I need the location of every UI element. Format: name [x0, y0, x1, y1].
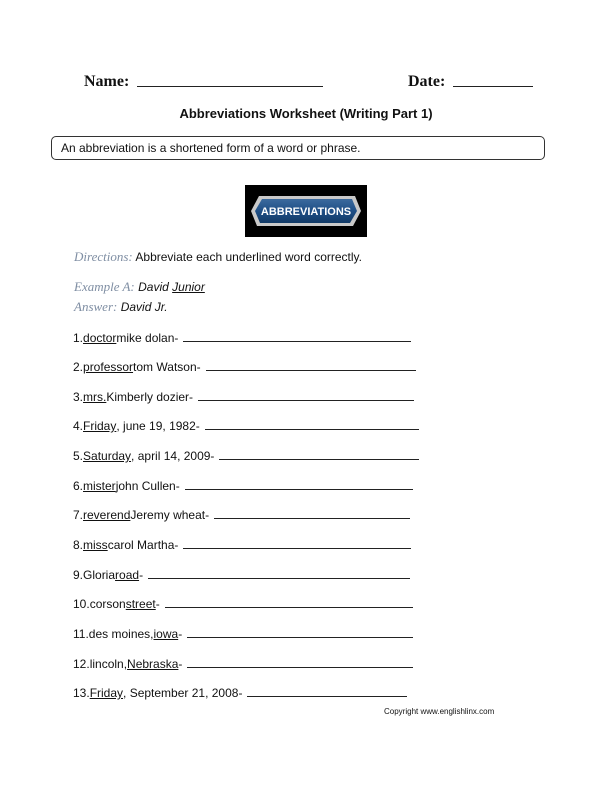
item-underlined-word: miss: [83, 538, 108, 552]
item-underlined-word: doctor: [83, 331, 117, 345]
item-suffix: -: [155, 597, 160, 611]
item-underlined-word: mrs.: [83, 390, 107, 404]
answer: [74, 299, 168, 315]
answer-line[interactable]: [205, 418, 419, 430]
answer-label: Answer:: [74, 299, 118, 314]
question-item: [73, 537, 411, 553]
item-number: 10.: [73, 597, 90, 611]
copyright: Copyright www.englishlinx.com: [384, 707, 495, 716]
question-item: [73, 626, 413, 642]
answer-line[interactable]: [165, 596, 413, 608]
item-suffix: , april 14, 2009-: [131, 449, 215, 463]
item-number: 12.: [73, 657, 90, 671]
item-suffix: Jeremy wheat-: [130, 508, 210, 522]
directions-text: Abbreviate each underlined word correctly.: [135, 250, 362, 264]
directions: [74, 249, 362, 265]
item-underlined-word: Saturday: [83, 449, 132, 463]
answer-line[interactable]: [183, 537, 411, 549]
item-underlined-word: street: [125, 597, 156, 611]
abbreviations-banner: [245, 185, 367, 237]
answer-line[interactable]: [206, 359, 416, 371]
item-number: 11.: [73, 627, 89, 641]
item-prefix: lincoln,: [89, 657, 128, 671]
definition-text: An abbreviation is a shortened form of a word or phrase.: [61, 141, 361, 155]
date-blank[interactable]: [453, 72, 533, 87]
item-prefix: des moines,: [88, 627, 154, 641]
answer-line[interactable]: [187, 626, 413, 638]
example: [74, 279, 205, 295]
item-number: 1.: [73, 331, 84, 345]
item-number: 9.: [73, 568, 84, 582]
item-suffix: -: [139, 568, 144, 582]
item-suffix: , September 21, 2008-: [123, 686, 243, 700]
answer-line[interactable]: [183, 330, 411, 342]
item-underlined-word: Friday: [83, 419, 117, 433]
item-suffix: tom Watson-: [133, 360, 201, 374]
question-item: [73, 418, 419, 434]
item-suffix: , june 19, 1982-: [116, 419, 200, 433]
answer-line[interactable]: [187, 656, 413, 668]
example-plain: David: [138, 280, 173, 294]
question-item: [73, 567, 410, 583]
item-number: 3.: [73, 390, 84, 404]
item-prefix: corson: [89, 597, 126, 611]
item-underlined-word: professor: [83, 360, 134, 374]
banner-text: ABBREVIATIONS: [260, 206, 352, 218]
item-underlined-word: Nebraska: [127, 657, 179, 671]
answer-line[interactable]: [247, 685, 407, 697]
date-label: Date:: [408, 73, 446, 90]
question-item: [73, 478, 413, 494]
item-number: 4.: [73, 419, 84, 433]
worksheet-title: Abbreviations Worksheet (Writing Part 1): [179, 106, 433, 121]
question-item: [73, 656, 413, 672]
item-underlined-word: Friday: [89, 686, 124, 700]
example-underlined: Junior: [172, 280, 205, 294]
question-item: [73, 507, 410, 523]
item-number: 2.: [73, 360, 84, 374]
answer-text: David Jr.: [120, 300, 168, 314]
item-underlined-word: road: [115, 568, 140, 582]
item-prefix: Gloria: [83, 568, 116, 582]
question-item: [73, 330, 411, 346]
question-item: [73, 448, 419, 464]
item-number: 5.: [73, 449, 84, 463]
question-item: [73, 389, 414, 405]
item-number: 7.: [73, 508, 84, 522]
name-blank[interactable]: [137, 72, 323, 87]
item-underlined-word: mister: [83, 479, 116, 493]
item-underlined-word: reverend: [83, 508, 131, 522]
question-item: [73, 359, 416, 375]
name-field: [84, 72, 323, 91]
definition-box: [51, 136, 545, 160]
item-suffix: mike dolan-: [116, 331, 179, 345]
item-number: 13.: [73, 686, 90, 700]
item-suffix: carol Martha-: [107, 538, 179, 552]
item-number: 8.: [73, 538, 84, 552]
date-field: [408, 72, 533, 91]
answer-line[interactable]: [214, 507, 410, 519]
answer-line[interactable]: [148, 567, 410, 579]
item-suffix: john Cullen-: [115, 479, 180, 493]
answer-line[interactable]: [198, 389, 414, 401]
item-underlined-word: iowa: [153, 627, 179, 641]
answer-line[interactable]: [185, 478, 413, 490]
question-item: [73, 596, 413, 612]
item-suffix: -: [178, 657, 183, 671]
item-number: 6.: [73, 479, 84, 493]
item-suffix: Kimberly dozier-: [106, 390, 194, 404]
answer-line[interactable]: [219, 448, 419, 460]
example-label: Example A:: [74, 279, 135, 294]
directions-label: Directions:: [74, 249, 133, 264]
name-label: Name:: [84, 73, 130, 90]
item-suffix: -: [178, 627, 183, 641]
question-item: [73, 685, 407, 701]
